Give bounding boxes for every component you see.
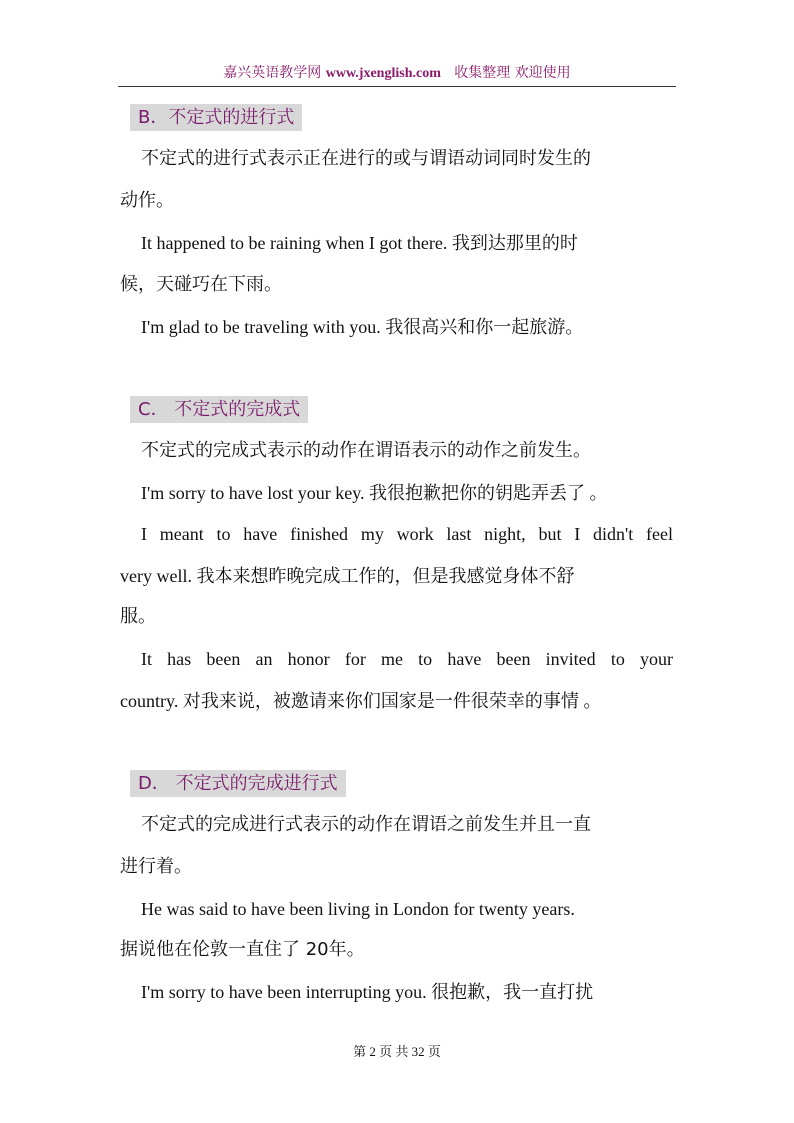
example-sentence: I'm sorry to have lost your key. 我很抱歉把你的钥匙弄丢了 。	[141, 483, 608, 503]
example-sentence: It has been an honor for me to have been invited to your	[141, 649, 673, 669]
section-heading-d: D． 不定式的完成进行式	[130, 770, 346, 797]
example-sentence: country. 对我来说，被邀请来你们国家是一件很荣幸的事情 。	[120, 691, 602, 711]
section-heading-b: B．不定式的进行式	[130, 104, 302, 131]
example-translation: 据说他在伦敦一直住了 20年。	[120, 939, 365, 960]
example-translation: 候，天碰巧在下雨。	[120, 274, 282, 295]
paragraph-line: 不定式的进行式表示正在进行的或与谓语动词同时发生的	[141, 148, 591, 169]
header-tagline: 收集整理 欢迎使用	[454, 65, 571, 81]
example-sentence: It happened to be raining when I got there. 我到达那里的时	[141, 233, 578, 253]
example-sentence: I'm glad to be traveling with you. 我很高兴和你一起旅游。	[141, 317, 584, 337]
section-heading-c: C． 不定式的完成式	[130, 396, 308, 423]
header-divider	[118, 86, 676, 87]
site-url[interactable]: www.jxenglish.com	[325, 66, 441, 81]
page-number: 第 2 页 共 32 页	[353, 1044, 441, 1059]
paragraph-line: 动作。	[120, 190, 174, 211]
page-header	[118, 62, 676, 82]
example-sentence: I meant to have finished my work last night, but I didn't feel	[141, 524, 673, 544]
paragraph-line: 不定式的完成进行式表示的动作在谓语之前发生并且一直	[141, 814, 591, 835]
example-translation: 服。	[120, 606, 156, 627]
paragraph-line: 不定式的完成式表示的动作在谓语表示的动作之前发生。	[141, 440, 591, 461]
site-name: 嘉兴英语教学网	[223, 65, 322, 81]
paragraph-line: 进行着。	[120, 856, 192, 877]
example-sentence: very well. 我本来想昨晚完成工作的，但是我感觉身体不舒	[120, 566, 575, 586]
example-sentence: He was said to have been living in London for twenty years.	[141, 899, 575, 919]
example-sentence: I'm sorry to have been interrupting you. 很抱歉，我一直打扰	[141, 982, 594, 1002]
